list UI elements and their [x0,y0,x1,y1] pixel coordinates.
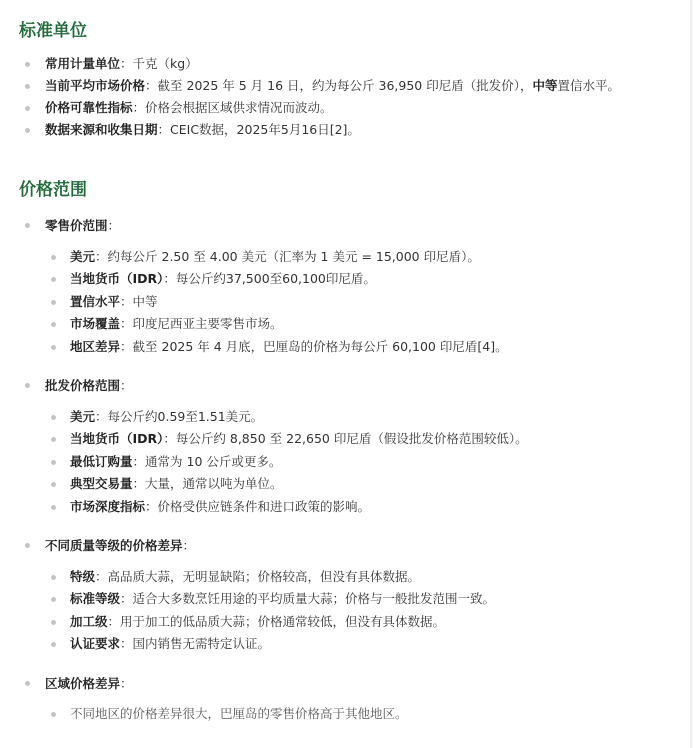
list-item: 美元：约每公斤 2.50 至 4.00 美元（汇率为 1 美元 = 15,000 印尼盾）。 [70,246,508,268]
list-item: 认证要求：国内销售无需特定认证。 [70,633,495,655]
list-item: 标准等级：适合大多数烹饪用途的平均质量大蒜；价格与一般批发范围一致。 [70,588,495,610]
list-item: 数据来源和收集日期：CEIC数据，2025年5月16日[2]。 [45,119,620,141]
list-item: 当前平均市场价格：截至 2025 年 5 月 16 日，约为每公斤 36,950 印尼盾（批发价），中等置信水平。 [45,75,620,97]
list-item: 不同地区的价格差异很大，巴厘岛的零售价格高于其他地区。 [70,703,408,725]
list-item: 市场深度指标：价格受供应链条件和进口政策的影响。 [70,496,528,518]
regional-list [70,703,408,725]
list-item: 加工级：用于加工的低品质大蒜；价格通常较低，但没有具体数据。 [70,611,495,633]
retail-list [70,246,508,358]
list-item: 特级：高品质大蒜，无明显缺陷；价格较高，但没有具体数据。 [70,566,495,588]
list-item: 常用计量单位：千克（kg） [45,53,620,75]
quality-grades-list [70,566,495,656]
standard-unit-list [45,53,620,141]
list-item: 当地货币（IDR）：每公斤约 8,850 至 22,650 印尼盾（假设批发价格范围较低）。 [70,428,528,450]
list-item: 地区差异：截至 2025 年 4 月底，巴厘岛的价格为每公斤 60,100 印尼盾[4]。 [70,336,508,358]
group-heading-retail: 零售价范围： [45,218,121,233]
list-item: 典型交易量：大量，通常以吨为单位。 [70,473,528,495]
section-title-standard-unit: 标准单位 [19,21,87,41]
list-item: 当地货币（IDR）：每公斤约37,500至60,100印尼盾。 [70,268,508,290]
list-item: 置信水平：中等 [70,291,508,313]
list-item: 价格可靠性指标：价格会根据区域供求情况而波动。 [45,97,620,119]
group-heading-regional: 区域价格差异： [45,676,133,691]
list-item: 最低订购量：通常为 10 公斤或更多。 [70,451,528,473]
list-item: 美元：每公斤约0.59至1.51美元。 [70,406,528,428]
group-heading-quality-grades: 不同质量等级的价格差异： [45,538,196,553]
group-heading-wholesale: 批发价格范围： [45,378,133,393]
list-item: 市场覆盖：印度尼西亚主要零售市场。 [70,313,508,335]
section-title-price-range: 价格范围 [19,180,87,200]
wholesale-list [70,406,528,518]
